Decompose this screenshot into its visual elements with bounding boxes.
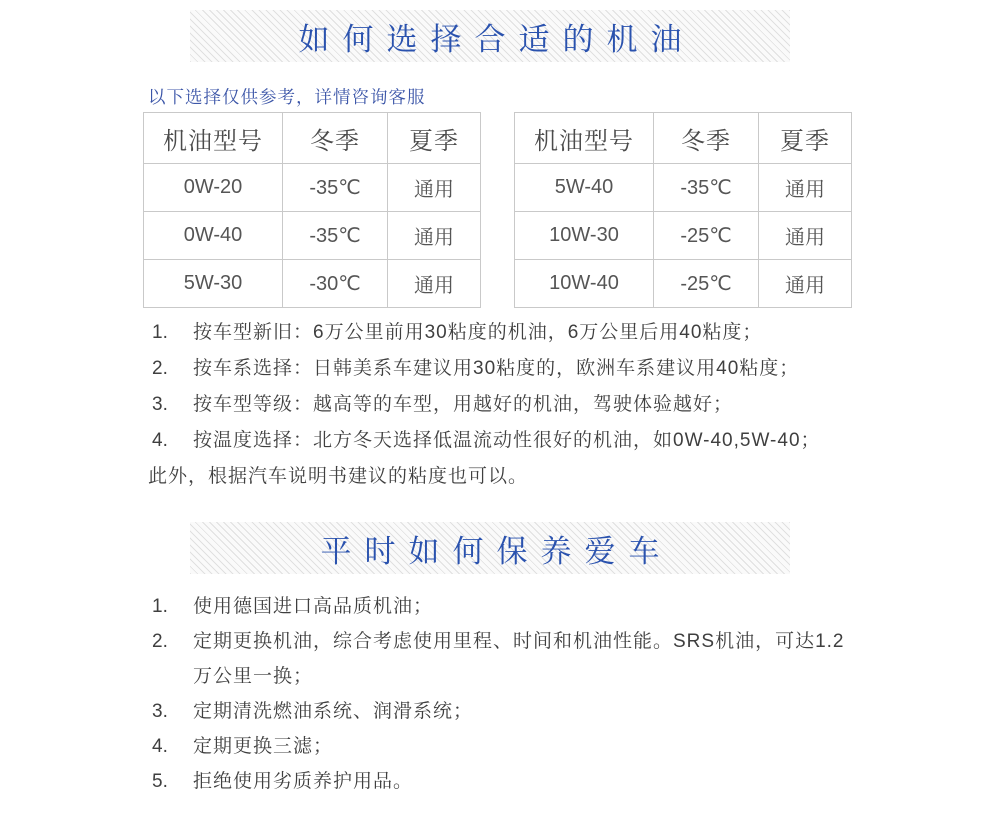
list-item-text: 使用德国进口高品质机油； xyxy=(193,596,434,617)
list-item-text: 按温度选择：北方冬天选择低温流动性很好的机油，如0W-40,5W-40； xyxy=(193,430,821,451)
list-item xyxy=(152,423,863,459)
column-header-winter: 冬季 xyxy=(654,113,759,164)
list-item-number: 4. xyxy=(152,736,168,757)
list-item xyxy=(152,589,863,624)
column-header-winter: 冬季 xyxy=(283,113,388,164)
column-header-oil-model: 机油型号 xyxy=(144,113,283,164)
list-item-number: 3. xyxy=(152,701,168,722)
section-banner-car-care xyxy=(190,522,790,574)
table-row xyxy=(515,164,852,212)
table-cell-model: 0W-20 xyxy=(144,164,283,212)
list-item xyxy=(152,315,863,351)
table-header-row xyxy=(144,113,481,164)
table-row xyxy=(144,260,481,308)
table-cell-winter: -25℃ xyxy=(654,260,759,308)
list-item xyxy=(152,729,863,764)
list-item-number: 5. xyxy=(152,771,168,792)
list-note: 此外，根据汽车说明书建议的粘度也可以。 xyxy=(148,466,529,487)
oil-selection-tips-list xyxy=(148,315,863,495)
list-item-text: 按车型新旧：6万公里前用30粘度的机油，6万公里后用40粘度； xyxy=(193,322,763,343)
table-cell-winter: -35℃ xyxy=(283,164,388,212)
table-row xyxy=(515,212,852,260)
list-item-text: 拒绝使用劣质养护用品。 xyxy=(193,771,414,792)
list-item-text: 定期更换机油，综合考虑使用里程、时间和机油性能。SRS机油，可达1.2万公里一换； xyxy=(193,631,845,687)
section-banner-oil-selection xyxy=(190,10,790,62)
section-title-oil-selection: 如何选择合适的机油 xyxy=(298,21,695,57)
list-item xyxy=(152,624,863,694)
list-item-text: 按车型等级：越高等的车型，用越好的机油，驾驶体验越好； xyxy=(193,394,734,415)
table-cell-summer: 通用 xyxy=(759,164,852,212)
table-cell-winter: -25℃ xyxy=(654,212,759,260)
list-item-text: 定期清洗燃油系统、润滑系统； xyxy=(193,701,474,722)
table-cell-summer: 通用 xyxy=(759,260,852,308)
list-item-number: 2. xyxy=(152,631,168,652)
list-item-number: 3. xyxy=(152,394,168,415)
table-row xyxy=(144,212,481,260)
list-item xyxy=(152,387,863,423)
table-cell-summer: 通用 xyxy=(388,164,481,212)
list-item-text: 按车系选择：日韩美系车建议用30粘度的，欧洲车系建议用40粘度； xyxy=(193,358,800,379)
list-item-text: 定期更换三滤； xyxy=(193,736,334,757)
column-header-summer: 夏季 xyxy=(388,113,481,164)
table-cell-model: 0W-40 xyxy=(144,212,283,260)
list-item-number: 2. xyxy=(152,358,168,379)
table-cell-winter: -35℃ xyxy=(654,164,759,212)
car-care-tips-list xyxy=(152,589,863,799)
table-cell-model: 10W-40 xyxy=(515,260,654,308)
section-title-car-care: 平时如何保养爱车 xyxy=(320,533,673,569)
list-item-number: 4. xyxy=(152,430,168,451)
table-cell-winter: -35℃ xyxy=(283,212,388,260)
table-cell-summer: 通用 xyxy=(759,212,852,260)
table-cell-summer: 通用 xyxy=(388,260,481,308)
table-cell-model: 5W-40 xyxy=(515,164,654,212)
disclaimer-text: 以下选择仅供参考，详情咨询客服 xyxy=(148,87,426,107)
list-item-number: 1. xyxy=(152,596,168,617)
list-item-number: 1. xyxy=(152,322,168,343)
list-item xyxy=(152,764,863,799)
column-header-summer: 夏季 xyxy=(759,113,852,164)
column-header-oil-model: 机油型号 xyxy=(515,113,654,164)
table-header-row xyxy=(515,113,852,164)
table-cell-model: 10W-30 xyxy=(515,212,654,260)
table-row xyxy=(144,164,481,212)
table-cell-model: 5W-30 xyxy=(144,260,283,308)
table-row xyxy=(515,260,852,308)
table-cell-summer: 通用 xyxy=(388,212,481,260)
oil-table-right xyxy=(514,112,852,308)
list-item xyxy=(152,351,863,387)
list-item xyxy=(152,694,863,729)
table-cell-winter: -30℃ xyxy=(283,260,388,308)
oil-table-left xyxy=(143,112,481,308)
